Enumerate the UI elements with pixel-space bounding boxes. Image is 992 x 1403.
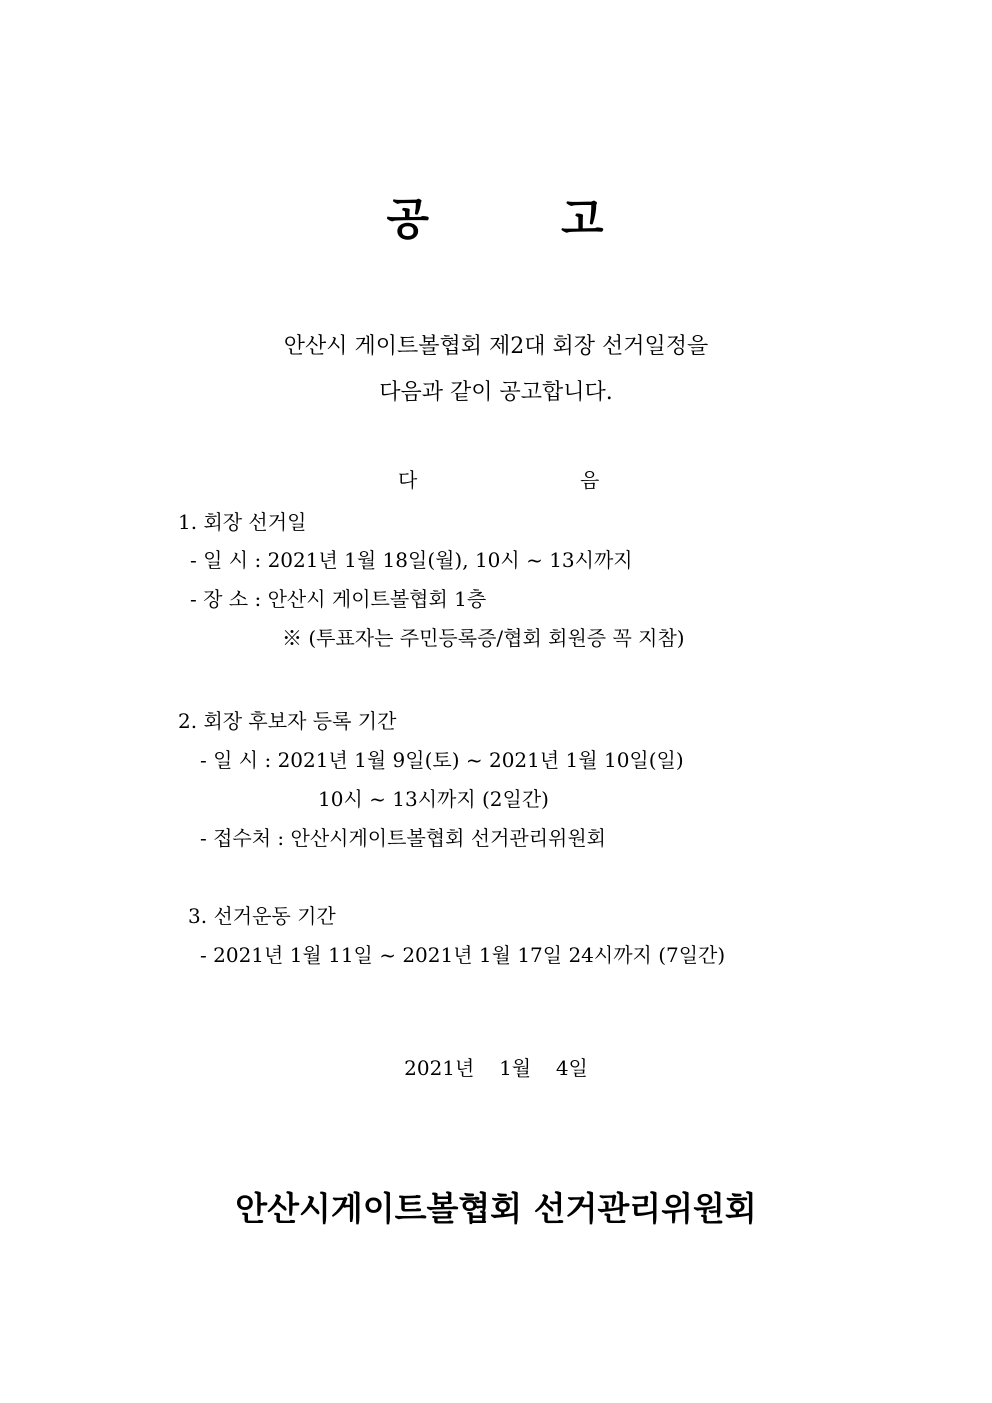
heading-eum: 음: [580, 468, 600, 492]
signature: 안산시게이트볼협회 선거관리위원회: [235, 1189, 757, 1228]
section-3-heading: 3. 선거운동 기간: [188, 904, 336, 928]
intro-line-1: 안산시 게이트볼협회 제2대 회장 선거일정을: [283, 334, 709, 359]
section-1-note: ※ (투표자는 주민등록증/협회 회원증 꼭 지참): [282, 626, 685, 650]
section-2-datetime: - 일 시 : 2021년 1월 9일(토) ~ 2021년 1월 10일(일): [200, 748, 684, 772]
heading-da: 다: [398, 468, 418, 492]
title-part-2: 고: [561, 194, 606, 245]
section-2-heading: 2. 회장 후보자 등록 기간: [178, 709, 397, 733]
date-day: 4일: [555, 1056, 588, 1080]
section-1-heading: 1. 회장 선거일: [178, 510, 307, 534]
title-part-1: 공: [386, 194, 431, 245]
section-1-datetime: - 일 시 : 2021년 1월 18일(월), 10시 ~ 13시까지: [190, 548, 633, 572]
notice-date: [0, 1058, 992, 1078]
date-year: 2021년: [404, 1056, 475, 1080]
notice-title: [0, 194, 992, 245]
date-month: 1월: [499, 1056, 532, 1080]
intro-line-2: 다음과 같이 공고합니다.: [379, 380, 613, 405]
section-3-period: - 2021년 1월 11일 ~ 2021년 1월 17일 24시까지 (7일간): [200, 943, 726, 967]
section-2-reception: - 접수처 : 안산시게이트볼협회 선거관리위원회: [200, 826, 607, 850]
section-1-location: - 장 소 : 안산시 게이트볼협회 1층: [190, 587, 487, 611]
section-2-time: 10시 ~ 13시까지 (2일간): [318, 787, 549, 811]
